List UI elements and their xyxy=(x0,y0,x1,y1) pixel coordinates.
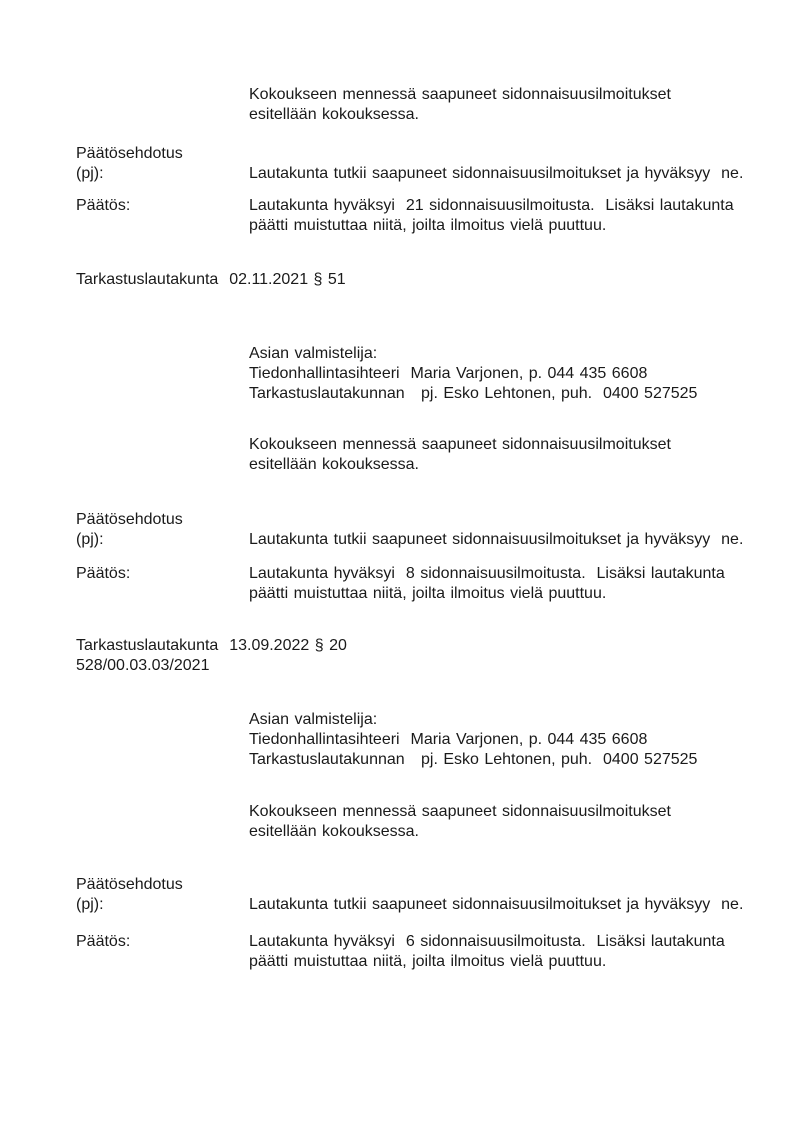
preparer-contact-1: Tiedonhallintasihteeri Maria Varjonen, p. 044 435 6608 xyxy=(249,365,648,382)
intro-line: esitellään kokouksessa. xyxy=(249,106,419,123)
intro-line: Kokoukseen mennessä saapuneet sidonnaisuusilmoitukset xyxy=(249,803,671,820)
preparer-contact-2: Tarkastuslautakunnan pj. Esko Lehtonen, puh. 0400 527525 xyxy=(249,385,698,402)
decision-text xyxy=(249,564,725,604)
decision-label xyxy=(76,564,130,584)
preparer-info xyxy=(249,710,697,770)
proposal-line: Lautakunta tutkii saapuneet sidonnaisuusilmoitukset ja hyväksyy ne. xyxy=(249,531,744,548)
proposal-label-line: (pj): xyxy=(76,531,104,548)
proposal-line: Lautakunta tutkii saapuneet sidonnaisuusilmoitukset ja hyväksyy ne. xyxy=(249,896,744,913)
decision-line: päätti muistuttaa niitä, joilta ilmoitus vielä puuttuu. xyxy=(249,217,607,234)
section-header-text: Tarkastuslautakunta 13.09.2022 § 20 xyxy=(76,637,347,654)
decision-label-text: Päätös: xyxy=(76,565,131,582)
preparer-contact-2: Tarkastuslautakunnan pj. Esko Lehtonen, puh. 0400 527525 xyxy=(249,751,698,768)
proposal-text xyxy=(249,164,743,184)
intro-line: esitellään kokouksessa. xyxy=(249,823,419,840)
section-header xyxy=(76,636,347,676)
proposal-label-line: Päätösehdotus xyxy=(76,511,183,528)
decision-label xyxy=(76,196,130,216)
decision-text xyxy=(249,932,725,972)
intro-paragraph xyxy=(249,435,671,475)
preparer-heading: Asian valmistelija: xyxy=(249,345,378,362)
decision-label-text: Päätös: xyxy=(76,197,131,214)
proposal-text xyxy=(249,530,743,550)
section-header-text: Tarkastuslautakunta 02.11.2021 § 51 xyxy=(76,271,346,288)
decision-label-text: Päätös: xyxy=(76,933,131,950)
decision-line: Lautakunta hyväksyi 8 sidonnaisuusilmoitusta. Lisäksi lautakunta xyxy=(249,565,725,582)
intro-paragraph xyxy=(249,802,671,842)
decision-line: Lautakunta hyväksyi 6 sidonnaisuusilmoitusta. Lisäksi lautakunta xyxy=(249,933,725,950)
section-header xyxy=(76,270,346,290)
preparer-heading: Asian valmistelija: xyxy=(249,711,378,728)
proposal-label xyxy=(76,875,183,915)
proposal-label-line: (pj): xyxy=(76,165,104,182)
intro-line: Kokoukseen mennessä saapuneet sidonnaisuusilmoitukset xyxy=(249,436,671,453)
decision-line: Lautakunta hyväksyi 21 sidonnaisuusilmoitusta. Lisäksi lautakunta xyxy=(249,197,734,214)
intro-paragraph xyxy=(249,85,671,125)
proposal-label xyxy=(76,510,183,550)
decision-text xyxy=(249,196,734,236)
decision-label xyxy=(76,932,130,952)
proposal-text xyxy=(249,895,743,915)
decision-line: päätti muistuttaa niitä, joilta ilmoitus vielä puuttuu. xyxy=(249,585,607,602)
intro-line: esitellään kokouksessa. xyxy=(249,456,419,473)
intro-line: Kokoukseen mennessä saapuneet sidonnaisuusilmoitukset xyxy=(249,86,671,103)
case-number: 528/00.03.03/2021 xyxy=(76,657,210,674)
proposal-label-line: Päätösehdotus xyxy=(76,876,183,893)
preparer-contact-1: Tiedonhallintasihteeri Maria Varjonen, p. 044 435 6608 xyxy=(249,731,648,748)
proposal-label-line: Päätösehdotus xyxy=(76,145,183,162)
preparer-info xyxy=(249,344,697,404)
proposal-label-line: (pj): xyxy=(76,896,104,913)
decision-line: päätti muistuttaa niitä, joilta ilmoitus vielä puuttuu. xyxy=(249,953,607,970)
proposal-label xyxy=(76,144,183,184)
proposal-line: Lautakunta tutkii saapuneet sidonnaisuusilmoitukset ja hyväksyy ne. xyxy=(249,165,744,182)
